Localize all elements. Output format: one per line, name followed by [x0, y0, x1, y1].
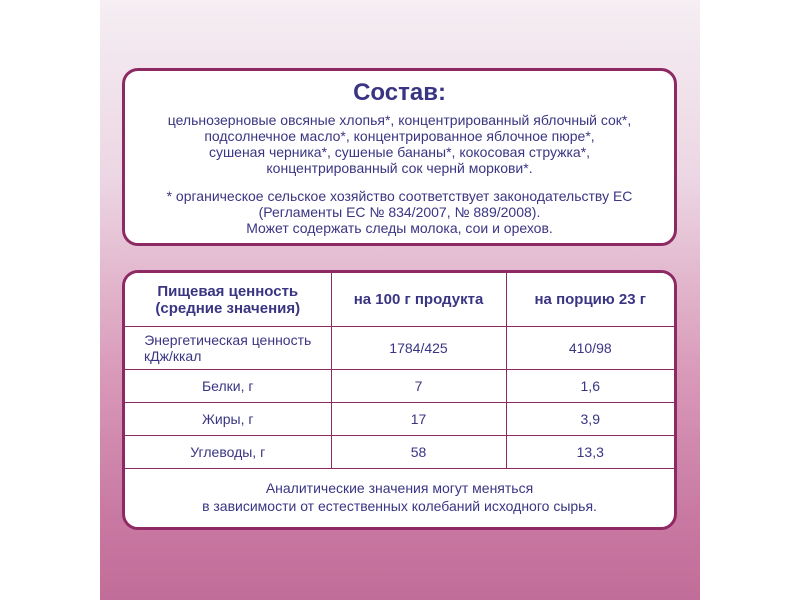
- composition-note: [125, 188, 674, 236]
- row-label: Белки, г: [125, 370, 331, 403]
- header-per-portion: на порцию 23 г: [506, 273, 674, 327]
- table-row: [125, 436, 674, 469]
- row-label: Жиры, г: [125, 403, 331, 436]
- row-label: [125, 327, 331, 370]
- nutrition-footnote: [125, 468, 674, 515]
- ingredients-line: цельнозерновые овсяные хлопья*, концентрированный яблочный сок*,: [167, 112, 632, 128]
- composition-card: [122, 68, 677, 246]
- cell-per-portion: 13,3: [506, 436, 674, 469]
- ingredients-line: подсолнечное масло*, концентрированное яблочное пюре*,: [204, 128, 595, 144]
- cell-per-portion: 410/98: [506, 327, 674, 370]
- composition-ingredients: [125, 112, 674, 176]
- note-line: Может содержать следы молока, сои и орехов.: [246, 220, 553, 236]
- label-line: Энергетическая ценность: [144, 332, 312, 348]
- row-label: Углеводы, г: [125, 436, 331, 469]
- table-header-row: [125, 273, 674, 327]
- cell-per-portion: 3,9: [506, 403, 674, 436]
- cell-per-100g: 17: [331, 403, 506, 436]
- ingredients-line: сушеная черника*, сушеные бананы*, кокосовая стружка*,: [208, 144, 591, 160]
- label-line: кДж/ккал: [144, 348, 202, 364]
- header-per-100g: на 100 г продукта: [331, 273, 506, 327]
- nutrition-table: [125, 273, 674, 468]
- cell-per-portion: 1,6: [506, 370, 674, 403]
- cell-per-100g: 7: [331, 370, 506, 403]
- note-line: (Регламенты ЕС № 834/2007, № 889/2008).: [258, 204, 541, 220]
- header-nutrition-value: [125, 273, 331, 327]
- nutrition-card: [122, 270, 677, 530]
- cell-per-100g: 1784/425: [331, 327, 506, 370]
- composition-title: Состав:: [353, 79, 446, 106]
- ingredients-line: концентрированный сок чернй моркови*.: [266, 160, 533, 176]
- table-row: [125, 327, 674, 370]
- header-line: (средние значения): [155, 299, 301, 317]
- footnote-line: в зависимости от естественных колебаний исходного сырья.: [202, 498, 597, 514]
- table-row: [125, 370, 674, 403]
- header-line: Пищевая ценность: [157, 282, 299, 300]
- table-row: [125, 403, 674, 436]
- footnote-line: Аналитические значения могут меняться: [265, 480, 534, 496]
- cell-per-100g: 58: [331, 436, 506, 469]
- note-line: * органическое сельское хозяйство соответствует законодательству ЕС: [166, 188, 633, 204]
